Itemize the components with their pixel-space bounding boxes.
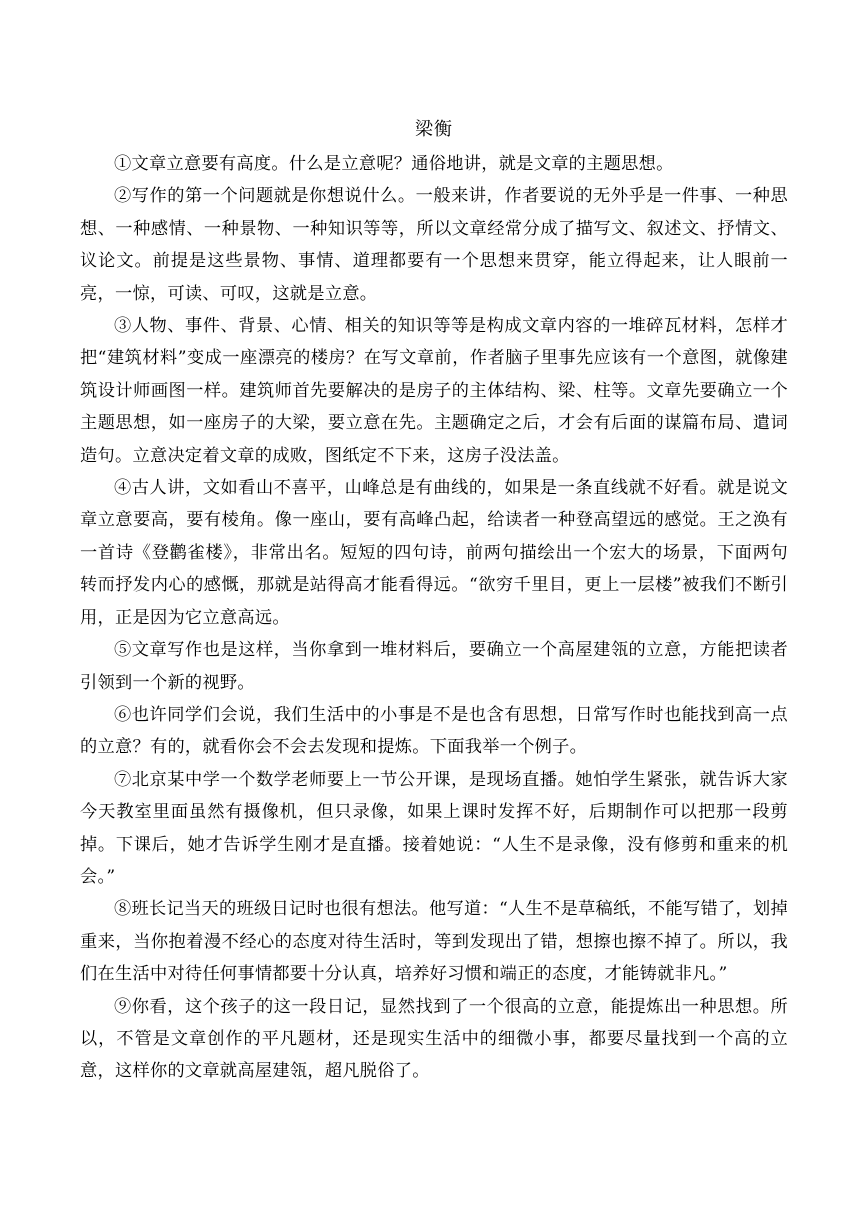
paragraph-3: ③人物、事件、背景、心情、相关的知识等等是构成文章内容的一堆碎瓦材料，怎样才把“建筑材料”变成一座漂亮的楼房？在写文章前，作者脑子里事先应该有一个意图，就像建筑设计师画图一样。建筑师首先要解决的是房子的主体结构、梁、柱等。文章先要确立一个主题思想，如一座房子的大梁，要立意在先。主题确定之后，才会有后面的谋篇布局、遣词造句。立意决定着文章的成败，图纸定不下来，这房子没法盖。 [80, 316, 788, 466]
paragraph-7: ⑦北京某中学一个数学老师要上一节公开课，是现场直播。她怕学生紧张，就告诉大家今天教室里面虽然有摄像机，但只录像，如果上课时发挥不好，后期制作可以把那一段剪掉。下课后，她才告诉学生刚才是直播。接着她说：“人生不是录像，没有修剪和重来的机会。” [80, 769, 788, 887]
paragraph-2: ②写作的第一个问题就是你想说什么。一般来讲，作者要说的无外乎是一件事、一种思想、一种感情、一种景物、一种知识等等，所以文章经常分成了描写文、叙述文、抒情文、议论文。前提是这些景物、事情、道理都要有一个思想来贯穿，能立得起来，让人眼前一亮，一惊，可读、可叹，这就是立意。 [80, 186, 788, 304]
paragraph-6: ⑥也许同学们会说，我们生活中的小事是不是也含有思想，日常写作时也能找到高一点的立意？有的，就看你会不会去发现和提炼。下面我举一个例子。 [80, 704, 788, 758]
paragraph-8: ⑧班长记当天的班级日记时也很有想法。他写道：“人生不是草稿纸，不能写错了，划掉重来，当你抱着漫不经心的态度对待生活时，等到发现出了错，想擦也擦不掉了。所以，我们在生活中对待任何事情都要十分认真，培养好习惯和端正的态度，才能铸就非凡。” [80, 899, 788, 985]
paragraph-9: ⑨你看，这个孩子的这一段日记，显然找到了一个很高的立意，能提炼出一种思想。所以，不管是文章创作的平凡题材，还是现实生活中的细微小事，都要尽量找到一个高的立意，这样你的文章就高屋建瓴，超凡脱俗了。 [80, 996, 788, 1082]
paragraph-5: ⑤文章写作也是这样，当你拿到一堆材料后，要确立一个高屋建瓴的立意，方能把读者引领到一个新的视野。 [80, 640, 788, 693]
author-name: 梁衡 [415, 119, 453, 140]
paragraph-1: ①文章立意要有高度。什么是立意呢？通俗地讲，就是文章的主题思想。 [114, 154, 674, 174]
document-page [80, 116, 788, 1088]
paragraph-4: ④古人讲，文如看山不喜平，山峰总是有曲线的，如果是一条直线就不好看。就是说文章立意要高，要有棱角。像一座山，要有高峰凸起，给读者一种登高望远的感觉。王之涣有一首诗《登鹳雀楼》，非常出名。短短的四句诗，前两句描绘出一个宏大的场景，下面两句转而抒发内心的感慨，那就是站得高才能看得远。“欲穷千里目，更上一层楼”被我们不断引用，正是因为它立意高远。 [80, 478, 788, 628]
